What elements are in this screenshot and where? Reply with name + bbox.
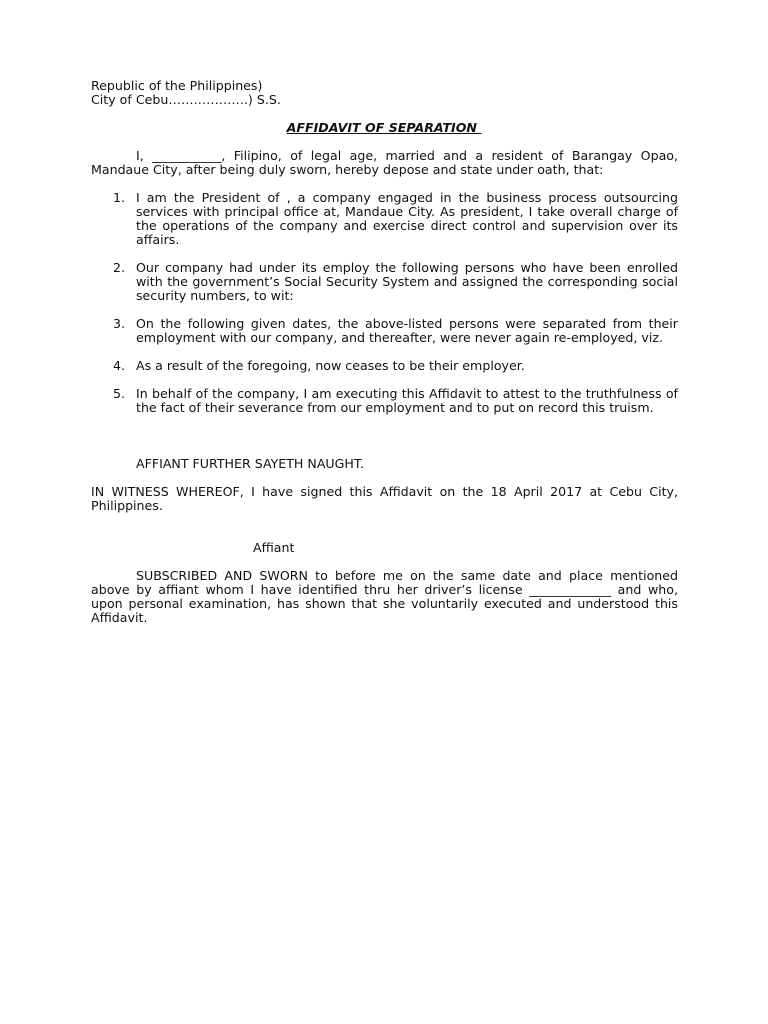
list-item: [91, 359, 678, 373]
intro-paragraph: I, ___________, Filipino, of legal age, married and a resident of Barangay Opao, Mandaue City, after being duly sworn, hereby depose and state under oath, that:: [91, 148, 678, 177]
item-number: 4.: [113, 358, 126, 373]
affiant-label: Affiant: [253, 540, 295, 555]
list-item: [91, 261, 678, 303]
numbered-statements: [91, 191, 678, 415]
further-sayeth: AFFIANT FURTHER SAYETH NAUGHT.: [136, 456, 365, 471]
witness-paragraph: IN WITNESS WHEREOF, I have signed this Affidavit on the 18 April 2017 at Cebu City, Philippines.: [91, 484, 678, 513]
item-number: 3.: [113, 316, 126, 331]
item-text: On the following given dates, the above-listed persons were separated from their employment with our company, and thereafter, were never again re-employed, viz.: [136, 316, 678, 345]
item-text: I am the President of , a company engaged in the business process outsourcing services with principal office at, Mandaue City. As president, I take overall charge of the operations of the company and exercise direct control and supervision over its affairs.: [136, 190, 678, 247]
venue-caption: [91, 79, 281, 107]
caption-republic: Republic of the Philippines): [91, 78, 263, 93]
item-text: Our company had under its employ the following persons who have been enrolled with the government’s Social Security System and assigned the corresponding social security numbers, to wit:: [136, 260, 678, 303]
item-number: 5.: [113, 386, 126, 401]
item-text: In behalf of the company, I am executing this Affidavit to attest to the truthfulness of the fact of their severance from our employment and to put on record this truism.: [136, 386, 678, 415]
item-number: 2.: [113, 260, 126, 275]
list-item: [91, 317, 678, 345]
item-text: As a result of the foregoing, now ceases to be their employer.: [136, 358, 525, 373]
document-title: AFFIDAVIT OF SEPARATION: [286, 120, 482, 135]
caption-city: City of Cebu……………….) S.S.: [91, 92, 281, 107]
item-number: 1.: [113, 190, 126, 205]
list-item: [91, 191, 678, 247]
jurat-paragraph: SUBSCRIBED AND SWORN to before me on the same date and place mentioned above by affiant whom I have identified thru her driver’s license _____________ and who, upon personal examination, has shown that she voluntarily executed and understood this Affidavit.: [91, 568, 678, 625]
list-item: [91, 387, 678, 415]
